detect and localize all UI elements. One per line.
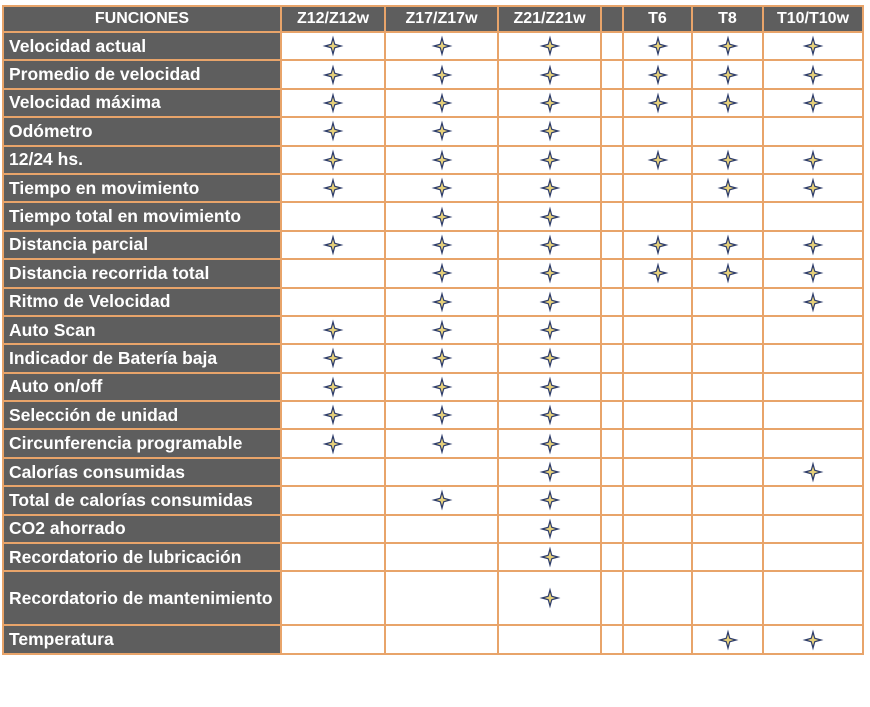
table-row	[3, 543, 863, 571]
feature-cell	[498, 202, 601, 230]
feature-cell	[281, 32, 385, 60]
sparkle-star-icon	[431, 64, 453, 86]
sparkle-star-icon	[802, 92, 824, 114]
feature-cell	[281, 571, 385, 625]
spacer-cell	[601, 486, 623, 514]
feature-cell	[763, 89, 863, 117]
feature-cell	[763, 344, 863, 372]
feature-cell	[281, 288, 385, 316]
sparkle-star-icon	[717, 64, 739, 86]
sparkle-star-icon	[539, 518, 561, 540]
feature-cell	[281, 146, 385, 174]
sparkle-star-icon	[322, 92, 344, 114]
feature-cell	[623, 429, 692, 457]
feature-cell	[498, 32, 601, 60]
table-row	[3, 89, 863, 117]
function-label: Velocidad actual	[3, 32, 281, 60]
feature-cell	[385, 32, 498, 60]
feature-cell	[692, 259, 763, 287]
feature-cell	[692, 429, 763, 457]
sparkle-star-icon	[431, 120, 453, 142]
sparkle-star-icon	[539, 234, 561, 256]
spacer-cell	[601, 458, 623, 486]
feature-cell	[498, 89, 601, 117]
sparkle-star-icon	[802, 262, 824, 284]
feature-cell	[385, 373, 498, 401]
feature-cell	[623, 117, 692, 145]
feature-cell	[692, 316, 763, 344]
feature-cell	[385, 146, 498, 174]
feature-cell	[498, 174, 601, 202]
feature-cell	[385, 515, 498, 543]
feature-cell	[692, 146, 763, 174]
feature-cell	[763, 625, 863, 653]
feature-cell	[763, 146, 863, 174]
feature-cell	[498, 571, 601, 625]
table-row	[3, 146, 863, 174]
feature-cell	[498, 288, 601, 316]
feature-cell	[623, 373, 692, 401]
feature-cell	[498, 458, 601, 486]
header-model-z21: Z21/Z21w	[498, 6, 601, 32]
feature-cell	[692, 202, 763, 230]
feature-cell	[385, 458, 498, 486]
feature-cell	[763, 32, 863, 60]
table-row	[3, 458, 863, 486]
sparkle-star-icon	[539, 347, 561, 369]
feature-cell	[763, 202, 863, 230]
feature-cell	[385, 486, 498, 514]
spacer-cell	[601, 401, 623, 429]
sparkle-star-icon	[431, 92, 453, 114]
sparkle-star-icon	[539, 433, 561, 455]
feature-cell	[385, 625, 498, 653]
sparkle-star-icon	[539, 291, 561, 313]
feature-cell	[763, 60, 863, 88]
sparkle-star-icon	[539, 64, 561, 86]
feature-cell	[623, 316, 692, 344]
sparkle-star-icon	[647, 35, 669, 57]
sparkle-star-icon	[539, 92, 561, 114]
sparkle-star-icon	[322, 35, 344, 57]
feature-cell	[763, 401, 863, 429]
feature-cell	[763, 515, 863, 543]
sparkle-star-icon	[802, 35, 824, 57]
function-label: Circunferencia programable	[3, 429, 281, 457]
spacer-cell	[601, 543, 623, 571]
table-row	[3, 288, 863, 316]
feature-cell	[281, 231, 385, 259]
sparkle-star-icon	[431, 376, 453, 398]
feature-cell	[763, 543, 863, 571]
feature-cell	[385, 202, 498, 230]
sparkle-star-icon	[322, 64, 344, 86]
feature-cell	[763, 571, 863, 625]
sparkle-star-icon	[322, 319, 344, 341]
spacer-cell	[601, 316, 623, 344]
feature-cell	[623, 288, 692, 316]
feature-cell	[623, 571, 692, 625]
sparkle-star-icon	[431, 433, 453, 455]
feature-cell	[623, 543, 692, 571]
feature-cell	[692, 515, 763, 543]
function-label: Distancia parcial	[3, 231, 281, 259]
feature-cell	[281, 89, 385, 117]
feature-cell	[623, 259, 692, 287]
feature-cell	[498, 316, 601, 344]
spacer-cell	[601, 625, 623, 653]
sparkle-star-icon	[322, 234, 344, 256]
table-row	[3, 373, 863, 401]
spacer-cell	[601, 231, 623, 259]
sparkle-star-icon	[322, 347, 344, 369]
feature-cell	[498, 373, 601, 401]
spacer-cell	[601, 259, 623, 287]
sparkle-star-icon	[717, 149, 739, 171]
sparkle-star-icon	[717, 92, 739, 114]
function-label: Ritmo de Velocidad	[3, 288, 281, 316]
header-model-t8: T8	[692, 6, 763, 32]
feature-cell	[763, 486, 863, 514]
sparkle-star-icon	[647, 64, 669, 86]
spacer-cell	[601, 202, 623, 230]
feature-cell	[385, 259, 498, 287]
feature-cell	[763, 429, 863, 457]
sparkle-star-icon	[539, 319, 561, 341]
feature-cell	[692, 117, 763, 145]
feature-cell	[281, 401, 385, 429]
function-label: CO2 ahorrado	[3, 515, 281, 543]
function-label: Recordatorio de mantenimiento	[3, 571, 281, 625]
feature-cell	[498, 231, 601, 259]
feature-cell	[763, 458, 863, 486]
spacer-cell	[601, 60, 623, 88]
table-row	[3, 174, 863, 202]
sparkle-star-icon	[431, 35, 453, 57]
sparkle-star-icon	[431, 291, 453, 313]
features-table	[2, 5, 864, 655]
function-label: Odómetro	[3, 117, 281, 145]
feature-cell	[692, 373, 763, 401]
spacer-cell	[601, 89, 623, 117]
feature-cell	[623, 32, 692, 60]
sparkle-star-icon	[431, 347, 453, 369]
sparkle-star-icon	[802, 234, 824, 256]
feature-cell	[281, 429, 385, 457]
feature-cell	[692, 32, 763, 60]
sparkle-star-icon	[431, 149, 453, 171]
feature-cell	[281, 259, 385, 287]
table-row	[3, 231, 863, 259]
spacer-cell	[601, 32, 623, 60]
sparkle-star-icon	[539, 177, 561, 199]
feature-cell	[385, 429, 498, 457]
function-label: Total de calorías consumidas	[3, 486, 281, 514]
sparkle-star-icon	[717, 262, 739, 284]
feature-cell	[281, 202, 385, 230]
function-label: Indicador de Batería baja	[3, 344, 281, 372]
spacer-cell	[601, 373, 623, 401]
table-row	[3, 486, 863, 514]
table-row	[3, 571, 863, 625]
feature-cell	[763, 174, 863, 202]
feature-cell	[385, 89, 498, 117]
spacer-cell	[601, 288, 623, 316]
header-spacer	[601, 6, 623, 32]
table-row	[3, 344, 863, 372]
feature-cell	[623, 89, 692, 117]
feature-cell	[498, 344, 601, 372]
table-row	[3, 117, 863, 145]
sparkle-star-icon	[539, 262, 561, 284]
function-label: Promedio de velocidad	[3, 60, 281, 88]
feature-cell	[498, 259, 601, 287]
sparkle-star-icon	[802, 64, 824, 86]
sparkle-star-icon	[539, 206, 561, 228]
function-label: Temperatura	[3, 625, 281, 653]
feature-cell	[763, 288, 863, 316]
sparkle-star-icon	[431, 177, 453, 199]
feature-cell	[692, 625, 763, 653]
sparkle-star-icon	[802, 177, 824, 199]
feature-cell	[763, 259, 863, 287]
sparkle-star-icon	[539, 376, 561, 398]
sparkle-star-icon	[539, 404, 561, 426]
table-row	[3, 401, 863, 429]
sparkle-star-icon	[322, 433, 344, 455]
feature-cell	[498, 401, 601, 429]
feature-cell	[623, 401, 692, 429]
sparkle-star-icon	[802, 291, 824, 313]
sparkle-star-icon	[539, 120, 561, 142]
function-label: Auto Scan	[3, 316, 281, 344]
sparkle-star-icon	[431, 404, 453, 426]
table-row	[3, 60, 863, 88]
feature-cell	[763, 117, 863, 145]
table-row	[3, 625, 863, 653]
feature-cell	[623, 625, 692, 653]
feature-cell	[498, 117, 601, 145]
feature-cell	[498, 543, 601, 571]
feature-cell	[763, 373, 863, 401]
spacer-cell	[601, 146, 623, 174]
sparkle-star-icon	[717, 234, 739, 256]
header-row	[3, 6, 863, 32]
function-label: Tiempo total en movimiento	[3, 202, 281, 230]
feature-cell	[281, 486, 385, 514]
feature-cell	[623, 202, 692, 230]
spacer-cell	[601, 571, 623, 625]
table-row	[3, 429, 863, 457]
feature-cell	[623, 515, 692, 543]
sparkle-star-icon	[322, 404, 344, 426]
feature-cell	[281, 515, 385, 543]
feature-cell	[692, 571, 763, 625]
header-model-z12: Z12/Z12w	[281, 6, 385, 32]
table-row	[3, 259, 863, 287]
feature-cell	[692, 543, 763, 571]
sparkle-star-icon	[647, 149, 669, 171]
header-functions: FUNCIONES	[3, 6, 281, 32]
feature-cell	[623, 146, 692, 174]
sparkle-star-icon	[539, 587, 561, 609]
sparkle-star-icon	[322, 376, 344, 398]
table-row	[3, 32, 863, 60]
feature-cell	[763, 316, 863, 344]
feature-cell	[692, 89, 763, 117]
feature-cell	[692, 60, 763, 88]
sparkle-star-icon	[647, 92, 669, 114]
function-label: Tiempo en movimiento	[3, 174, 281, 202]
spacer-cell	[601, 515, 623, 543]
feature-cell	[692, 174, 763, 202]
function-label: Recordatorio de lubricación	[3, 543, 281, 571]
feature-cell	[692, 344, 763, 372]
feature-cell	[623, 231, 692, 259]
feature-cell	[498, 515, 601, 543]
feature-cell	[385, 231, 498, 259]
feature-cell	[692, 401, 763, 429]
feature-cell	[498, 625, 601, 653]
feature-cell	[281, 458, 385, 486]
feature-cell	[498, 429, 601, 457]
sparkle-star-icon	[717, 177, 739, 199]
feature-cell	[498, 146, 601, 174]
feature-cell	[692, 288, 763, 316]
feature-cell	[498, 60, 601, 88]
feature-cell	[281, 625, 385, 653]
feature-cell	[692, 458, 763, 486]
feature-cell	[281, 373, 385, 401]
feature-cell	[385, 571, 498, 625]
spacer-cell	[601, 117, 623, 145]
header-model-t10: T10/T10w	[763, 6, 863, 32]
feature-cell	[623, 344, 692, 372]
function-label: 12/24 hs.	[3, 146, 281, 174]
sparkle-star-icon	[539, 149, 561, 171]
spacer-cell	[601, 174, 623, 202]
feature-cell	[281, 344, 385, 372]
feature-cell	[385, 288, 498, 316]
function-label: Auto on/off	[3, 373, 281, 401]
feature-cell	[385, 543, 498, 571]
sparkle-star-icon	[802, 629, 824, 651]
header-model-z17: Z17/Z17w	[385, 6, 498, 32]
sparkle-star-icon	[539, 35, 561, 57]
feature-cell	[623, 174, 692, 202]
function-label: Distancia recorrida total	[3, 259, 281, 287]
table-row	[3, 515, 863, 543]
feature-cell	[623, 458, 692, 486]
table-row	[3, 202, 863, 230]
feature-cell	[498, 486, 601, 514]
feature-cell	[623, 486, 692, 514]
sparkle-star-icon	[802, 461, 824, 483]
sparkle-star-icon	[431, 319, 453, 341]
sparkle-star-icon	[431, 489, 453, 511]
sparkle-star-icon	[717, 629, 739, 651]
feature-cell	[385, 344, 498, 372]
sparkle-star-icon	[647, 262, 669, 284]
sparkle-star-icon	[322, 120, 344, 142]
feature-cell	[623, 60, 692, 88]
table-row	[3, 316, 863, 344]
feature-cell	[385, 316, 498, 344]
function-label: Calorías consumidas	[3, 458, 281, 486]
sparkle-star-icon	[539, 546, 561, 568]
feature-cell	[281, 117, 385, 145]
feature-cell	[763, 231, 863, 259]
sparkle-star-icon	[431, 262, 453, 284]
feature-cell	[692, 231, 763, 259]
header-model-t6: T6	[623, 6, 692, 32]
sparkle-star-icon	[431, 234, 453, 256]
feature-cell	[281, 543, 385, 571]
sparkle-star-icon	[539, 461, 561, 483]
feature-cell	[385, 60, 498, 88]
feature-cell	[281, 174, 385, 202]
feature-cell	[281, 60, 385, 88]
sparkle-star-icon	[539, 489, 561, 511]
feature-cell	[385, 401, 498, 429]
feature-cell	[281, 316, 385, 344]
features-table-container	[2, 5, 864, 655]
sparkle-star-icon	[802, 149, 824, 171]
sparkle-star-icon	[431, 206, 453, 228]
sparkle-star-icon	[647, 234, 669, 256]
function-label: Velocidad máxima	[3, 89, 281, 117]
feature-cell	[692, 486, 763, 514]
sparkle-star-icon	[322, 177, 344, 199]
spacer-cell	[601, 429, 623, 457]
function-label: Selección de unidad	[3, 401, 281, 429]
spacer-cell	[601, 344, 623, 372]
sparkle-star-icon	[717, 35, 739, 57]
feature-cell	[385, 174, 498, 202]
sparkle-star-icon	[322, 149, 344, 171]
feature-cell	[385, 117, 498, 145]
